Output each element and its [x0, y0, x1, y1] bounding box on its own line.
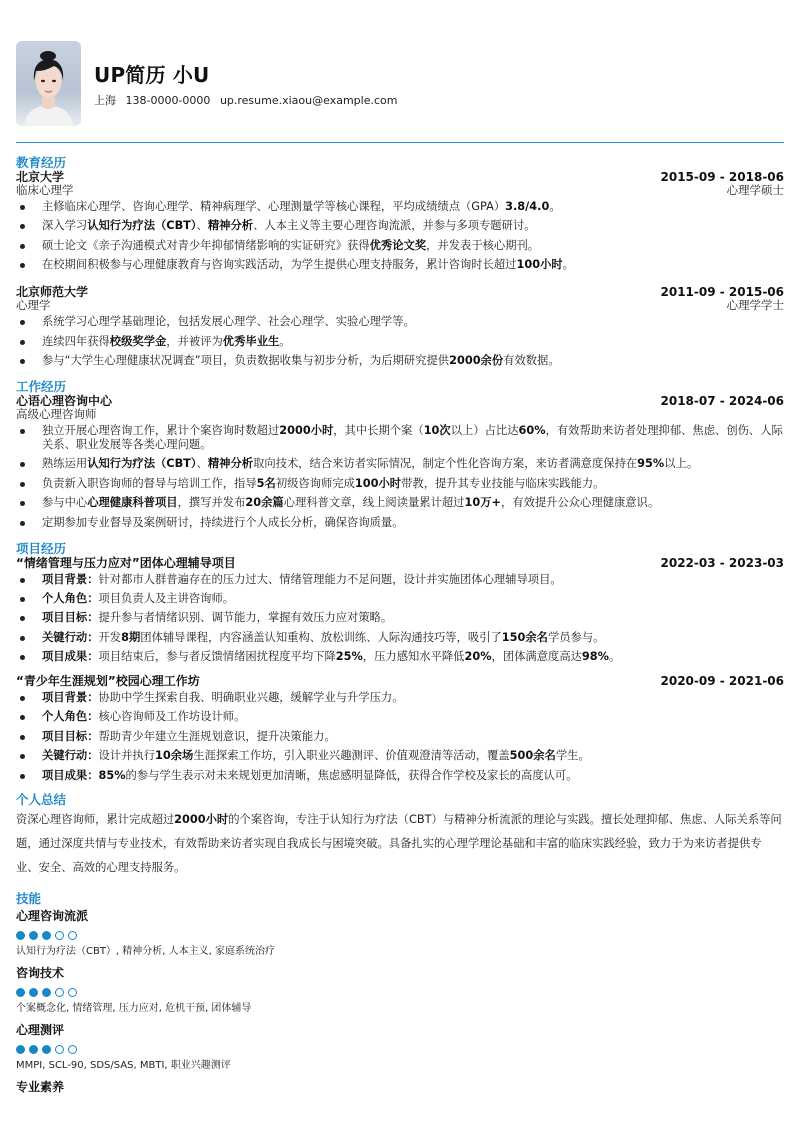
emphasis-text: 98%: [581, 650, 609, 664]
emphasis-text: 10次: [423, 423, 451, 437]
text-run: 、人本主义等主要心理咨询流派，并参与多项专题研讨。: [253, 219, 536, 233]
company-name: 心语心理咨询中心: [16, 393, 113, 408]
skill-keywords: MMPI, SCL-90, SDS/SAS, MBTI, 职业兴趣测评: [16, 1059, 231, 1071]
bullet-item: [16, 691, 784, 705]
emphasis-text: 20%: [464, 650, 492, 664]
bullet-item: [16, 315, 784, 329]
emphasis-text: 2000小时: [174, 812, 229, 826]
section-title: 教育经历: [16, 155, 67, 170]
text-run: 在校期间积极参与心理健康教育与咨询实践活动，为学生提供心理支持服务，累计咨询时长超过: [42, 258, 517, 272]
emphasis-text: 项目背景：: [42, 572, 99, 586]
emphasis-text: 10万+: [464, 496, 501, 510]
emphasis-text: 5名: [256, 476, 276, 490]
skill-name: 专业素养: [16, 1079, 65, 1094]
skill-level-rating: [16, 988, 784, 997]
date-range: 2015-09 - 2018-06: [660, 170, 784, 184]
text-run: 学生。: [555, 749, 590, 763]
skill-item: [16, 909, 784, 958]
text-run: 开发: [98, 630, 122, 644]
contact-city: 上海: [94, 94, 116, 107]
emphasis-text: 项目背景：: [42, 691, 99, 705]
text-run: 心理科普文章，线上阅读量累计超过: [283, 496, 465, 510]
work-entry: [16, 394, 784, 530]
filled-dot-icon: [16, 931, 25, 940]
emphasis-text: 2000余份: [449, 353, 504, 367]
skill-name: 心理咨询流派: [16, 908, 89, 923]
emphasis-text: 精神分析: [207, 457, 254, 471]
emphasis-text: 60%: [518, 423, 546, 437]
major: 临床心理学: [16, 183, 74, 197]
text-run: 针对都市人群普遍存在的压力过大、情绪管理能力不足问题，设计并实施团体心理辅导项目。: [98, 572, 562, 586]
profile-photo: [16, 41, 81, 126]
text-run: 带教，提升其专业技能与临床实践能力。: [401, 476, 605, 490]
resume-header: [16, 0, 784, 142]
bullet-item: [16, 239, 784, 253]
text-run: 参与中心: [42, 496, 88, 510]
bullet-list: [16, 424, 784, 530]
text-run: 学员参与。: [547, 630, 605, 644]
text-run: 有效数据。: [503, 353, 560, 367]
text-run: 以上）占比达: [450, 423, 519, 437]
project-entry: [16, 556, 784, 665]
bullet-item: [16, 592, 784, 606]
emphasis-text: 20余篇: [245, 496, 284, 510]
bullet-item: [16, 424, 784, 452]
text-run: 定期参加专业督导及案例研讨，持续进行个人成长分析，确保咨询质量。: [42, 515, 404, 529]
skill-level-rating: [16, 931, 784, 940]
bullet-item: [16, 650, 784, 664]
text-run: 熟练运用: [42, 457, 88, 471]
text-run: 设计并执行: [98, 749, 155, 763]
text-run: 主修临床心理学、咨询心理学、精神病理学、心理测量学等核心课程，平均成绩绩点（GPA）: [42, 200, 506, 213]
bullet-list: [16, 315, 784, 368]
filled-dot-icon: [42, 1045, 51, 1054]
text-run: ，压力感知水平降低: [362, 650, 465, 664]
emphasis-text: 关键行动：: [42, 749, 99, 763]
empty-dot-icon: [68, 931, 77, 940]
contact-info: [94, 93, 403, 109]
empty-dot-icon: [55, 931, 64, 940]
text-run: 核心咨询师及工作坊设计师。: [98, 710, 246, 724]
filled-dot-icon: [42, 931, 51, 940]
text-run: 初级咨询师完成: [275, 476, 355, 490]
text-run: 系统学习心理学基础理论，包括发展心理学、社会心理学、实验心理学等。: [42, 315, 415, 329]
text-run: 团体辅导课程，内容涵盖认知重构、放松训练、人际沟通技巧等，吸引了: [140, 630, 502, 644]
bullet-item: [16, 516, 784, 530]
text-run: ，团体满意度高达: [491, 650, 582, 664]
text-run: ，并发表于核心期刊。: [426, 238, 540, 252]
text-run: 负责新入职咨询师的督导与培训工作，指导: [42, 476, 257, 490]
filled-dot-icon: [29, 931, 38, 940]
emphasis-text: 项目目标：: [42, 729, 99, 743]
job-role: 高级心理咨询师: [16, 406, 97, 421]
bullet-list: [16, 200, 784, 272]
contact-email[interactable]: up.resume.xiaou@example.com: [219, 94, 398, 107]
emphasis-text: 个人角色：: [42, 710, 99, 724]
summary-section: [16, 793, 784, 880]
skill-name: 心理测评: [16, 1022, 65, 1037]
contact-phone[interactable]: 138-0000-0000: [125, 94, 211, 107]
text-run: 取向技术，结合来访者实际情况，制定个性化咨询方案，来访者满意度保持在: [253, 457, 638, 471]
text-run: ，撰写并发布: [177, 496, 246, 510]
text-run: 协助中学生探索自我、明确职业兴趣，缓解学业与升学压力。: [98, 691, 404, 705]
emphasis-text: 25%: [335, 650, 363, 664]
empty-dot-icon: [68, 1045, 77, 1054]
project-entry: [16, 674, 784, 783]
emphasis-text: 100小时: [354, 476, 402, 490]
degree: 心理学学士: [726, 298, 784, 313]
summary-text: [16, 808, 784, 880]
text-run: 深入学习: [42, 219, 88, 233]
filled-dot-icon: [16, 988, 25, 997]
text-run: 。: [549, 200, 561, 213]
resume-page: [16, 0, 784, 1094]
bullet-item: [16, 631, 784, 645]
bullet-item: [16, 710, 784, 724]
section-title: 个人总结: [16, 791, 67, 807]
bullet-list: [16, 691, 784, 783]
emphasis-text: 85%: [98, 768, 126, 782]
text-run: 。: [279, 334, 291, 348]
text-run: 硕士论文《亲子沟通模式对青少年抑郁情绪影响的实证研究》获得: [42, 238, 370, 252]
emphasis-text: 心理健康科普项目: [87, 496, 178, 510]
text-run: 项目结束后，参与者反馈情绪困扰程度平均下降: [98, 650, 336, 664]
filled-dot-icon: [42, 988, 51, 997]
school-name: 北京大学: [16, 170, 65, 184]
skill-keywords: 个案概念化, 情绪管理, 压力应对, 危机干预, 团体辅导: [16, 1002, 252, 1014]
bullet-item: [16, 258, 784, 272]
skills-list: [16, 909, 784, 1094]
text-run: 。: [608, 650, 621, 664]
text-run: 、: [196, 219, 208, 233]
text-run: 的参与学生表示对未来规划更加清晰，焦虑感明显降低，获得合作学校及家长的高度认可。: [125, 768, 578, 782]
project-name: “青少年生涯规划”校园心理工作坊: [16, 674, 200, 689]
bullet-item: [16, 335, 784, 349]
skill-level-rating: [16, 1045, 784, 1054]
bullet-item: [16, 496, 784, 510]
filled-dot-icon: [29, 1045, 38, 1054]
date-range: 2011-09 - 2015-06: [660, 285, 784, 300]
date-range: 2022-03 - 2023-03: [660, 555, 784, 570]
project-name: “情绪管理与压力应对”团体心理辅导项目: [16, 555, 236, 570]
emphasis-text: 精神分析: [207, 219, 254, 233]
text-run: 。: [562, 258, 574, 272]
emphasis-text: 优秀论文奖: [369, 238, 427, 252]
emphasis-text: 150余名: [501, 630, 548, 644]
emphasis-text: 8期: [121, 630, 141, 644]
emphasis-text: 项目成果：: [42, 650, 99, 664]
text-run: ，有效帮助来访者处理抑郁、焦虑、创伤、人际关系、职业发展等各类心理问题。: [42, 423, 783, 451]
header-divider: [16, 142, 784, 143]
text-run: ，有效提升公众心理健康意识。: [500, 496, 660, 510]
bullet-item: [16, 477, 784, 491]
skill-item: [16, 1080, 784, 1094]
emphasis-text: 100小时: [516, 258, 563, 272]
date-range: 2020-09 - 2021-06: [660, 674, 784, 689]
filled-dot-icon: [29, 988, 38, 997]
empty-dot-icon: [55, 988, 64, 997]
empty-dot-icon: [68, 988, 77, 997]
emphasis-text: 认知行为疗法（CBT）: [87, 219, 197, 233]
text-run: 独立开展心理咨询工作，累计个案咨询时数超过: [42, 423, 280, 437]
section-title: 工作经历: [16, 378, 67, 394]
emphasis-text: 500余名: [509, 749, 556, 763]
emphasis-text: 个人角色：: [42, 591, 99, 605]
candidate-name: UP简历 小U: [94, 63, 210, 87]
emphasis-text: 项目目标：: [42, 611, 99, 625]
filled-dot-icon: [16, 1045, 25, 1054]
major: 心理学: [16, 298, 51, 313]
text-run: 帮助青少年建立生涯规划意识，提升决策能力。: [98, 729, 336, 743]
section-title: 项目经历: [16, 540, 67, 556]
text-run: 参与“大学生心理健康状况调查”项目，负责数据收集与初步分析，为后期研究提供: [42, 353, 450, 367]
emphasis-text: 3.8/4.0: [505, 200, 550, 213]
text-run: 连续四年获得: [42, 334, 110, 348]
bullet-item: [16, 219, 784, 233]
bullet-item: [16, 730, 784, 744]
text-run: ，其中长期个案（: [333, 423, 424, 437]
emphasis-text: 95%: [637, 457, 665, 471]
bullet-item: [16, 573, 784, 587]
skills-section: [16, 892, 784, 1094]
text-run: 项目负责人及主讲咨询师。: [98, 591, 235, 605]
text-run: 提升参与者情绪识别、调节能力，掌握有效压力应对策略。: [98, 611, 393, 625]
empty-dot-icon: [55, 1045, 64, 1054]
education-section: [16, 156, 784, 368]
section-title: 技能: [16, 890, 42, 906]
emphasis-text: 关键行动：: [42, 630, 99, 644]
projects-section: [16, 542, 784, 783]
bullet-item: [16, 354, 784, 368]
emphasis-text: 2000小时: [279, 423, 334, 437]
date-range: 2018-07 - 2024-06: [660, 393, 784, 408]
text-run: 、: [196, 457, 208, 471]
education-entry: [16, 285, 784, 368]
emphasis-text: 优秀毕业生: [222, 334, 280, 348]
emphasis-text: 项目成果：: [42, 768, 99, 782]
text-run: 生涯探索工作坊，引入职业兴趣测评、价值观澄清等活动，覆盖: [193, 749, 510, 763]
school-name: 北京师范大学: [16, 285, 89, 300]
bullet-item: [16, 200, 784, 214]
skill-name: 咨询技术: [16, 965, 65, 980]
text-run: ，并被评为: [166, 334, 223, 348]
skill-keywords: 认知行为疗法（CBT）, 精神分析, 人本主义, 家庭系统治疗: [16, 945, 276, 957]
bullet-item: [16, 457, 784, 471]
degree: 心理学硕士: [726, 183, 784, 197]
education-entry: [16, 170, 784, 272]
bullet-item: [16, 769, 784, 783]
text-run: 的个案咨询，专注于认知行为疗法（CBT）与精神分析流派的理论与实践。擅长处理抑郁、焦虑、人际关系等问题，通过深度共情与专业技术，有效帮助来访者实现自我成长与困境突破。具备扎实的心理学理论基础和丰富的临床实践经验，致力于为来访者提供专业、安全、高效的心理支持服务。: [16, 812, 782, 874]
bullet-item: [16, 749, 784, 763]
skill-item: [16, 966, 784, 1015]
bullet-list: [16, 573, 784, 665]
emphasis-text: 校级奖学金: [109, 334, 167, 348]
text-run: 资深心理咨询师，累计完成超过: [16, 812, 175, 826]
work-section: [16, 380, 784, 530]
skill-item: [16, 1023, 784, 1072]
bullet-item: [16, 611, 784, 625]
emphasis-text: 认知行为疗法（CBT）: [87, 457, 197, 471]
text-run: 以上。: [664, 457, 699, 471]
emphasis-text: 10余场: [155, 749, 194, 763]
